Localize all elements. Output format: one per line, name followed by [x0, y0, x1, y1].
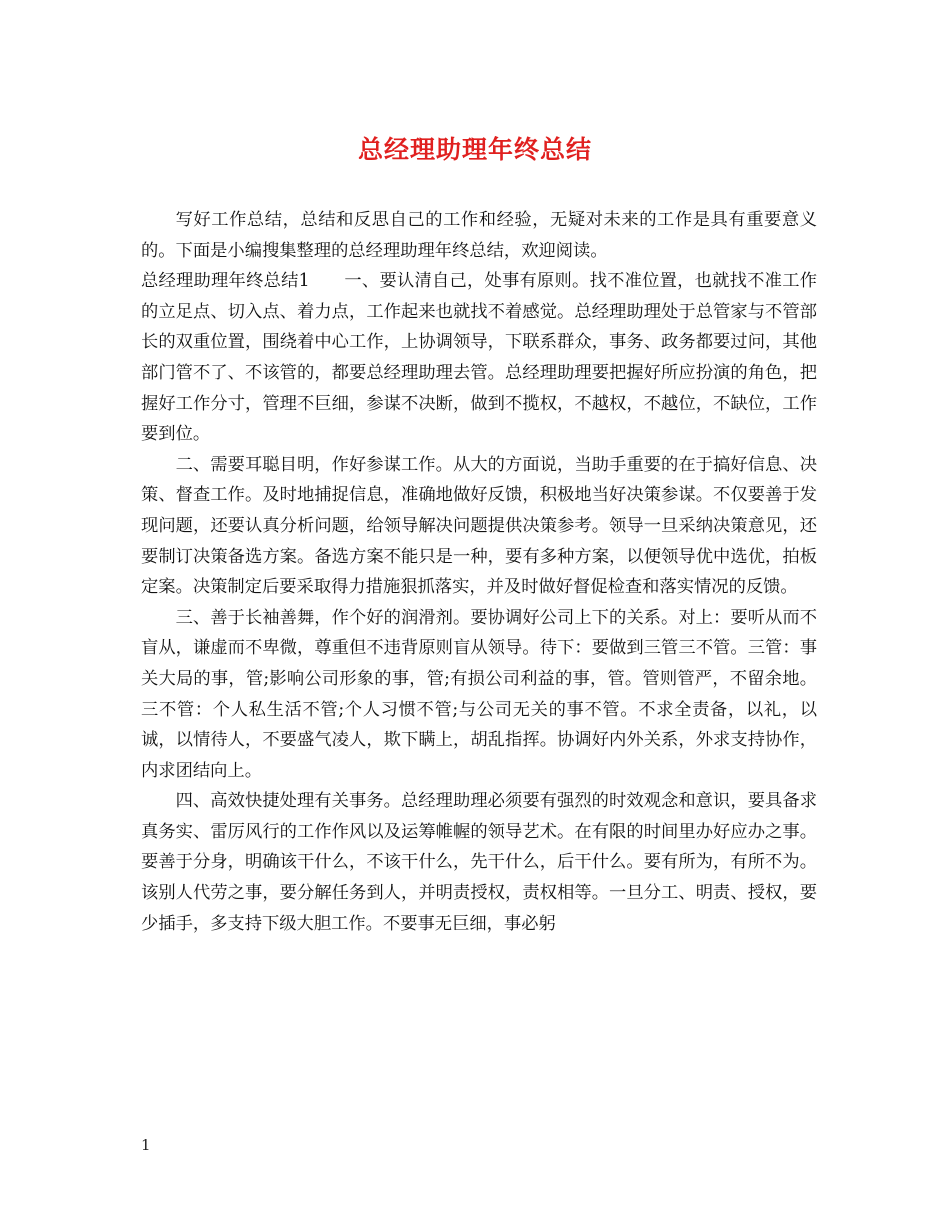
paragraph-2: 二、需要耳聪目明，作好参谋工作。从大的方面说，当助手重要的在于搞好信息、决策、督查工作。及时地捕捉信息，准确地做好反馈，积极地当好决策参谋。不仅要善于发现问题，还要认真分析问题，给领导解决问题提供决策参考。领导一旦采纳决策意见，还要制订决策备选方案。备选方案不能只是一种，要有多种方案，以便领导优中选优，拍板定案。决策制定后要采取得力措施狠抓落实，并及时做好督促检查和落实情况的反馈。	[141, 454, 817, 598]
intro-paragraph: 写好工作总结，总结和反思自己的工作和经验，无疑对未来的工作是具有重要意义的。下面是小编搜集整理的总经理助理年终总结，欢迎阅读。	[141, 210, 817, 261]
document-body	[141, 205, 817, 939]
document-title: 总经理助理年终总结	[357, 135, 592, 164]
page-number: 1	[141, 1136, 151, 1154]
paragraph-1-text: 一、要认清自己，处事有原则。找不准位置，也就找不准工作的立足点、切入点、着力点，工作起来也就找不着感觉。总经理助理处于总管家与不管部长的双重位置，围绕着中心工作，上协调领导，下联系群众，事务、政务都要过问，其他部门管不了、不该管的，都要总经理助理去管。总经理助理要把握好所应扮演的角色，把握好工作分寸，管理不巨细，参谋不决断，做到不揽权，不越权，不越位，不缺位，工作要到位。	[141, 271, 817, 445]
section-heading: 总经理助理年终总结1	[141, 271, 310, 292]
section-paragraph-1	[141, 266, 817, 450]
paragraph-4: 四、高效快捷处理有关事务。总经理助理必须要有强烈的时效观念和意识，要具备求真务实、雷厉风行的工作作风以及运筹帷幄的领导艺术。在有限的时间里办好应办之事。要善于分身，明确该干什么，不该干什么，先干什么，后干什么。要有所为，有所不为。该别人代劳之事，要分解任务到人，并明责授权，责权相等。一旦分工、明责、授权，要少插手，多支持下级大胆工作。不要事无巨细，事必躬	[141, 791, 817, 934]
paragraph-3: 三、善于长袖善舞，作个好的润滑剂。要协调好公司上下的关系。对上：要听从而不盲从，谦虚而不卑微，尊重但不违背原则盲从领导。待下：要做到三管三不管。三管：事关大局的事，管;影响公司形象的事，管;有损公司利益的事，管。管则管严，不留余地。三不管：个人私生活不管;个人习惯不管;与公司无关的事不管。不求全责备，以礼，以诚，以情待人，不要盛气凌人，欺下瞒上，胡乱指挥。协调好内外关系，外求支持协作，内求团结向上。	[141, 607, 817, 781]
